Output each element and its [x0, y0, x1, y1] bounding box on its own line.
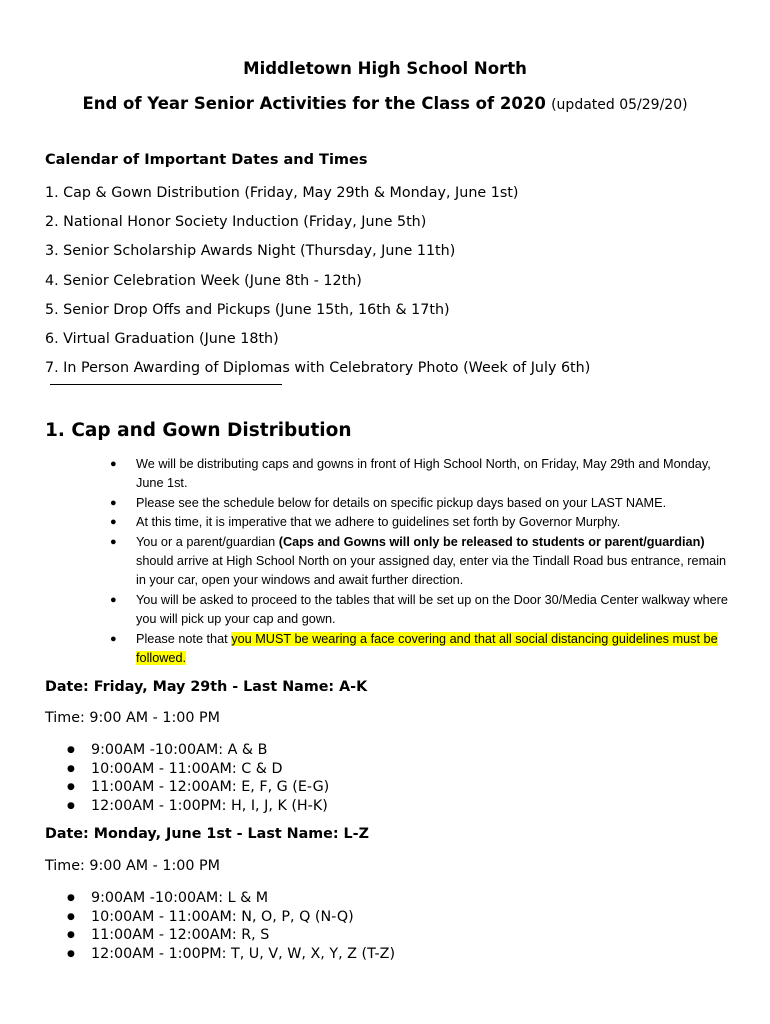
slot-text: 9:00AM -10:00AM: L & M — [91, 890, 269, 906]
slot-item — [62, 760, 329, 779]
bullet-text: should arrive at High School North on your assigned day, enter via the Tindall Road bus entrance, remain in your car, open your windows and await further direction. — [136, 554, 727, 588]
calendar-item: 4. Senior Celebration Week (June 8th - 12th) — [45, 272, 362, 289]
bullet-item — [110, 494, 730, 513]
calendar-item: 2. National Honor Society Induction (Friday, June 5th) — [45, 214, 427, 231]
day1-slots — [62, 741, 329, 815]
slot-text: 9:00AM -10:00AM: A & B — [91, 742, 268, 758]
bullet-icon: ● — [67, 930, 75, 941]
day2-date: Date: Monday, June 1st - Last Name: L-Z — [45, 826, 369, 842]
bullet-item — [110, 630, 730, 669]
calendar-heading: Calendar of Important Dates and Times — [45, 152, 368, 168]
updated-date: (updated 05/29/20) — [551, 97, 688, 113]
day1-time: Time: 9:00 AM - 1:00 PM — [45, 710, 220, 726]
bullet-icon: ● — [110, 496, 117, 509]
calendar-item: 6. Virtual Graduation (June 18th) — [45, 330, 279, 347]
highlighted-text: you MUST be wearing a face covering and that all social distancing guidelines must be followed. — [136, 631, 718, 666]
bullet-text: We will be distributing caps and gowns in front of High School North, on Friday, May 29th and Monday, June 1st. — [136, 457, 711, 491]
day2-slots — [62, 889, 395, 963]
bullet-icon: ● — [67, 763, 75, 774]
school-name: Middletown High School North — [243, 59, 527, 78]
slot-text: 10:00AM - 11:00AM: N, O, P, Q (N-Q) — [91, 908, 354, 925]
bullet-icon: ● — [67, 948, 75, 959]
bullet-bold-text: (Caps and Gowns will only be released to students or parent/guardian) — [278, 534, 705, 549]
bullet-text: Please note that — [136, 631, 232, 646]
calendar-item: 7. In Person Awarding of Diplomas with Celebratory Photo (Week of July 6th) — [45, 360, 591, 377]
bullet-item — [110, 513, 730, 532]
bullet-icon: ● — [67, 782, 75, 793]
bullet-item — [110, 591, 730, 630]
bullet-text: Please see the schedule below for details on specific pickup days based on your LAST NAME. — [136, 495, 667, 510]
distribution-bullets — [110, 455, 730, 668]
bullet-text: You or a parent/guardian — [136, 534, 279, 549]
calendar-list — [45, 182, 590, 386]
bullet-icon: ● — [67, 745, 75, 755]
bullet-icon: ● — [67, 800, 75, 811]
slot-text: 11:00AM - 12:00AM: R, S — [91, 927, 270, 944]
slot-item — [62, 889, 395, 908]
calendar-item: 3. Senior Scholarship Awards Night (Thursday, June 11th) — [45, 243, 456, 260]
slot-text: 11:00AM - 12:00AM: E, F, G (E-G) — [91, 779, 330, 796]
bullet-icon: ● — [67, 893, 75, 903]
bullet-icon: ● — [110, 535, 117, 548]
title-text: End of Year Senior Activities for the Class of 2020 — [82, 94, 546, 113]
slot-item — [62, 908, 395, 927]
slot-item — [62, 797, 329, 816]
slot-text: 10:00AM - 11:00AM: C & D — [91, 760, 283, 777]
slot-item — [62, 926, 395, 945]
section-heading: 1. Cap and Gown Distribution — [45, 420, 352, 441]
bullet-text: At this time, it is imperative that we adhere to guidelines set forth by Governor Murphy. — [136, 515, 621, 530]
bullet-item — [110, 455, 730, 494]
bullet-icon: ● — [110, 458, 117, 470]
slot-item — [62, 778, 329, 797]
day2-time: Time: 9:00 AM - 1:00 PM — [45, 858, 220, 874]
slot-item — [62, 741, 329, 760]
slot-text: 12:00AM - 1:00PM: H, I, J, K (H-K) — [91, 797, 328, 814]
day1-date: Date: Friday, May 29th - Last Name: A-K — [45, 679, 368, 695]
slot-item — [62, 945, 395, 964]
slot-text: 12:00AM - 1:00PM: T, U, V, W, X, Y, Z (T-Z) — [91, 945, 396, 962]
bullet-icon: ● — [110, 632, 117, 645]
bullet-icon: ● — [110, 516, 117, 529]
document-title — [0, 94, 770, 113]
bullet-icon: ● — [67, 911, 75, 922]
separator-line — [50, 384, 282, 385]
bullet-icon: ● — [110, 593, 117, 606]
bullet-item — [110, 533, 730, 591]
calendar-item: 5. Senior Drop Offs and Pickups (June 15th, 16th & 17th) — [45, 301, 450, 318]
calendar-item: 1. Cap & Gown Distribution (Friday, May 29th & Monday, June 1st) — [45, 185, 519, 201]
bullet-text: You will be asked to proceed to the tables that will be set up on the Door 30/Media Center walkway where you will pick up your cap and gown. — [136, 592, 728, 627]
